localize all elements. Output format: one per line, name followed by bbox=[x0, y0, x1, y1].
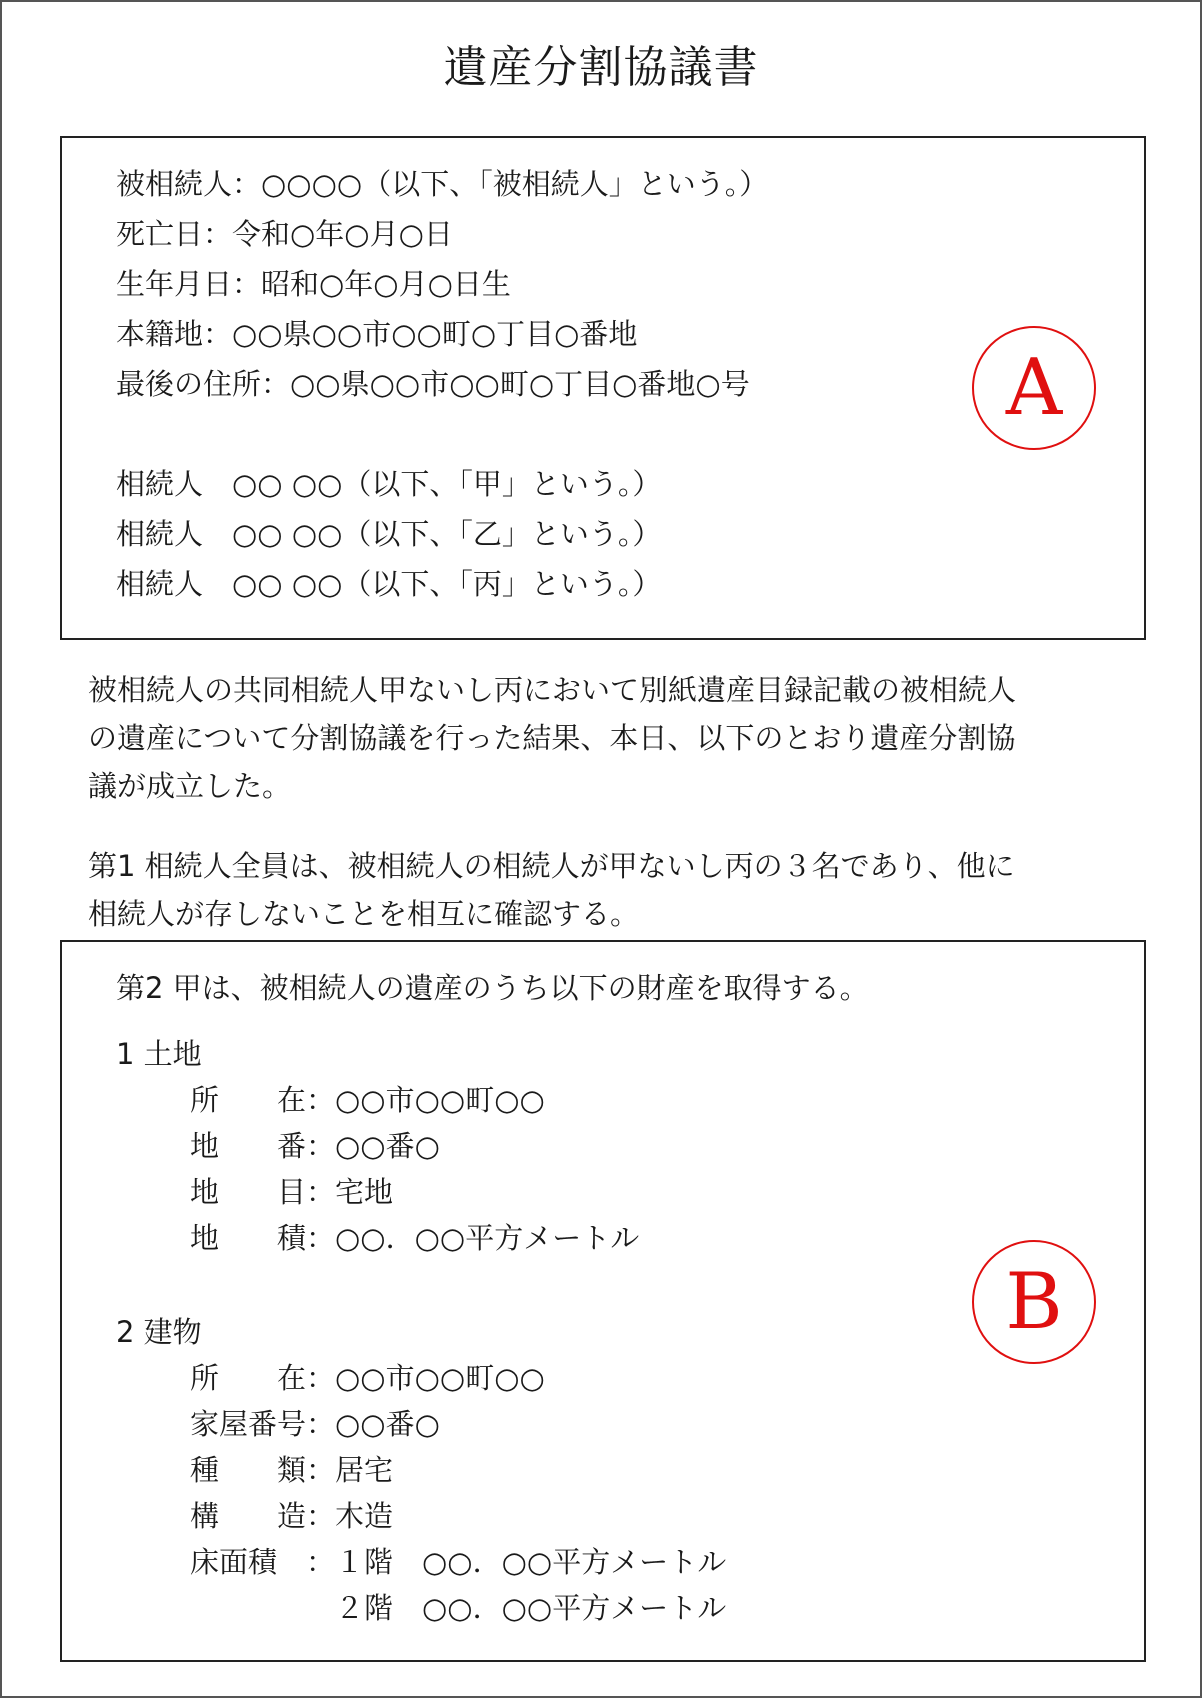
building-floor-area-2: ２階 ○○．○○平方メートル bbox=[190, 1591, 727, 1625]
preamble-line-2: の遺産について分割協議を行った結果、本日、以下のとおり遺産分割協 bbox=[88, 721, 1016, 755]
building-heading: 2 建物 bbox=[116, 1315, 202, 1349]
building-type: 種 類：居宅 bbox=[190, 1453, 394, 1487]
land-location: 所 在：○○市○○町○○ bbox=[190, 1083, 545, 1117]
land-lot-number: 地 番：○○番○ bbox=[190, 1129, 440, 1163]
building-location: 所 在：○○市○○町○○ bbox=[190, 1361, 545, 1395]
land-area: 地 積：○○．○○平方メートル bbox=[190, 1221, 640, 1255]
preamble-line-1: 被相続人の共同相続人甲ないし丙において別紙遺産目録記載の被相続人 bbox=[88, 673, 1017, 707]
article1-line-2: 相続人が存しないことを相互に確認する。 bbox=[88, 897, 640, 931]
building-house-number: 家屋番号：○○番○ bbox=[190, 1407, 440, 1441]
building-structure: 構 造：木造 bbox=[190, 1499, 394, 1533]
date-of-birth: 生年月日：昭和○年○月○日生 bbox=[116, 267, 511, 301]
decedent-info-box bbox=[60, 136, 1146, 640]
date-of-death: 死亡日：令和○年○月○日 bbox=[116, 217, 453, 251]
article1-line-1: 第1 相続人全員は、被相続人の相続人が甲ないし丙の３名であり、他に bbox=[88, 849, 1015, 883]
article2-heading: 第2 甲は、被相続人の遺産のうち以下の財産を取得する。 bbox=[116, 971, 869, 1005]
heir-otsu: 相続人 ○○ ○○（以下、「乙」という。） bbox=[116, 517, 662, 551]
preamble-line-3: 議が成立した。 bbox=[88, 769, 292, 803]
registered-domicile: 本籍地：○○県○○市○○町○丁目○番地 bbox=[116, 317, 638, 351]
decedent-name: 被相続人：○○○○（以下、「被相続人」という。） bbox=[116, 167, 769, 201]
property-box bbox=[60, 940, 1146, 1662]
last-address: 最後の住所：○○県○○市○○町○丁目○番地○号 bbox=[116, 367, 750, 401]
land-heading: 1 土地 bbox=[116, 1037, 202, 1071]
stamp-a: A bbox=[972, 326, 1096, 450]
document-title: 遺産分割協議書 bbox=[443, 42, 759, 93]
building-floor-area-1: 床面積 ：１階 ○○．○○平方メートル bbox=[190, 1545, 727, 1579]
heir-ko: 相続人 ○○ ○○（以下、「甲」という。） bbox=[116, 467, 662, 501]
stamp-b: B bbox=[972, 1240, 1096, 1364]
heir-hei: 相続人 ○○ ○○（以下、「丙」という。） bbox=[116, 567, 662, 601]
land-category: 地 目：宅地 bbox=[190, 1175, 394, 1209]
